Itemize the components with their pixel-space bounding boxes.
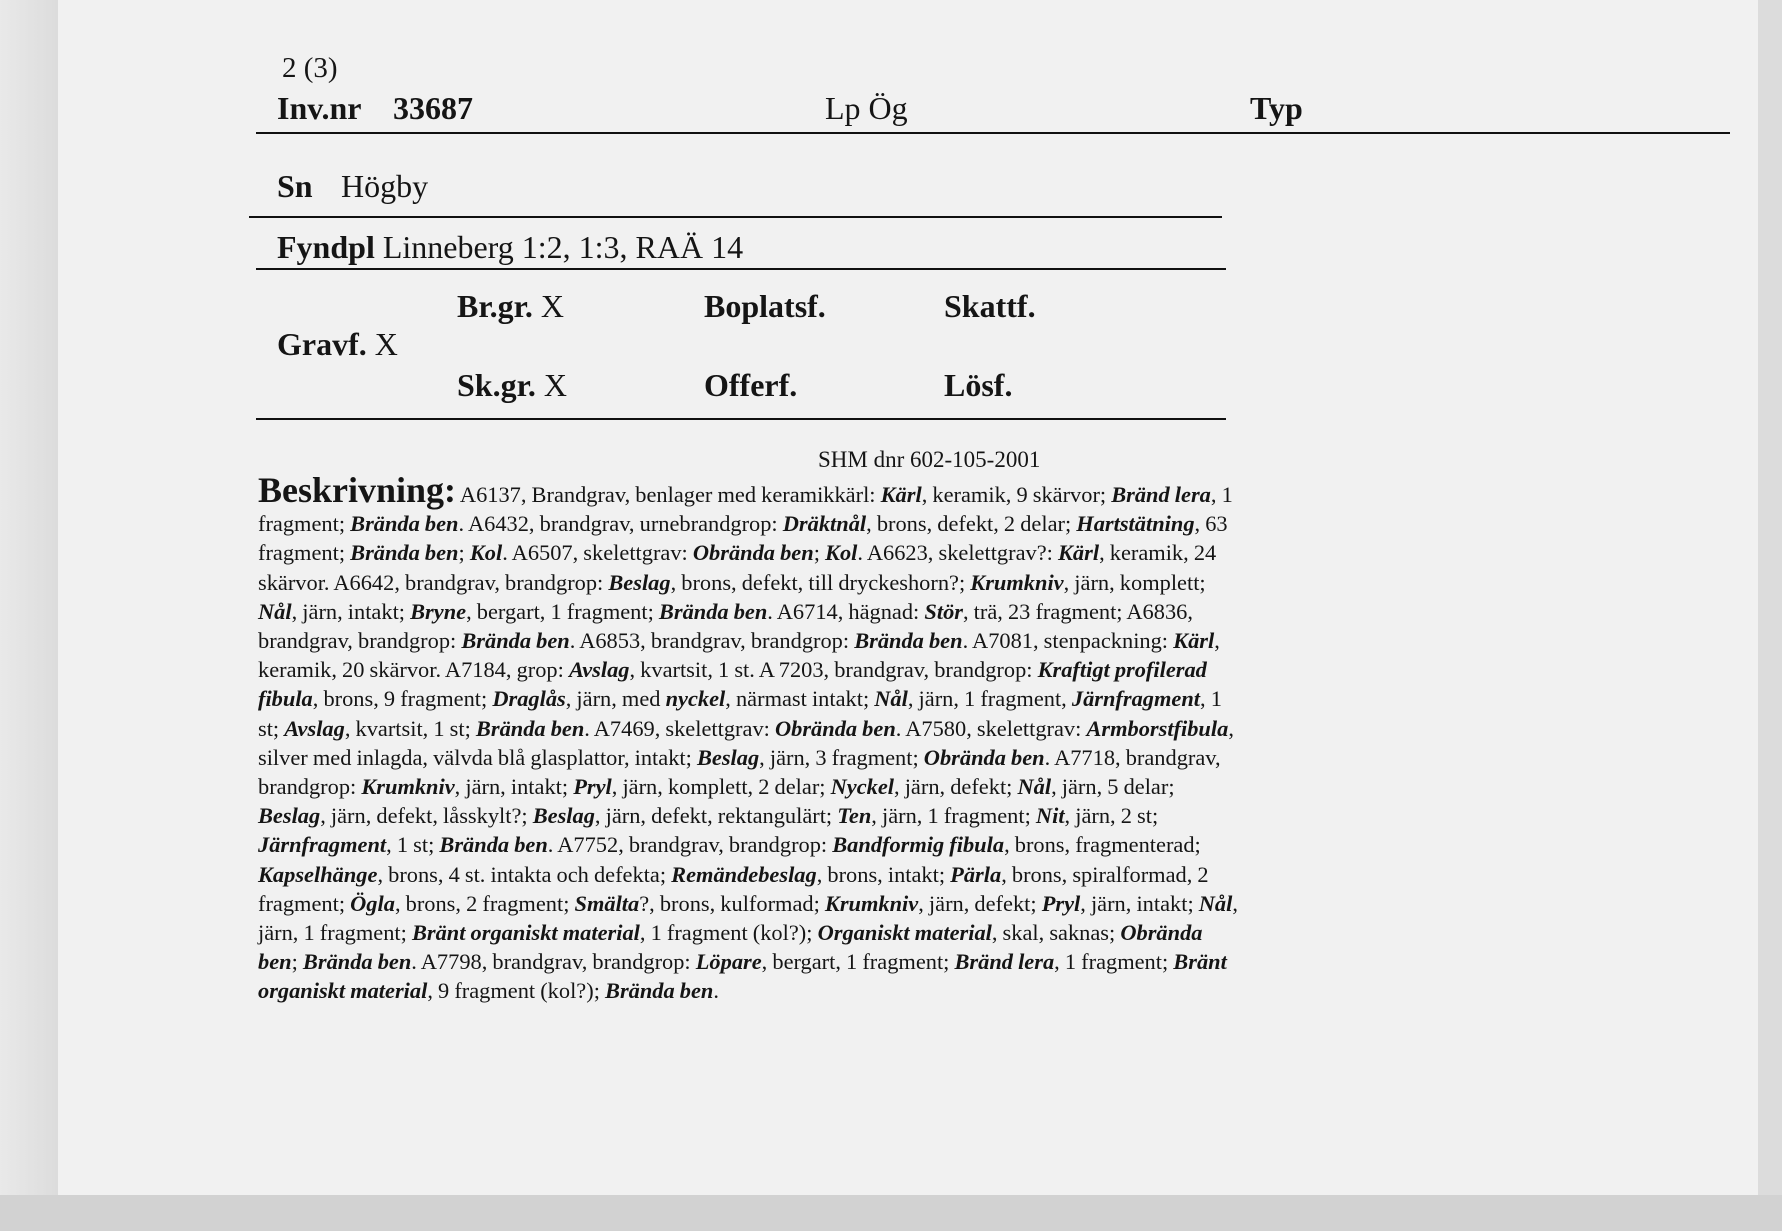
fyndpl-value: Linneberg 1:2, 1:3, RAÄ 14 — [382, 229, 744, 265]
description-text-segment: A6137, Brandgrav, benlager med keramikkärl: — [456, 482, 881, 507]
inv-nr-value: 33687 — [393, 90, 473, 126]
description-text-segment: . A6507, skelettgrav: — [502, 540, 693, 566]
description-item-name: Nål — [258, 598, 292, 624]
description-item-name: Beslag — [696, 744, 760, 770]
description-text-segment: , närmast intakt; — [725, 686, 875, 712]
description-text-segment: , järn, 1 fragment; — [258, 890, 1238, 946]
description-text-segment: , kvartsit, 1 st. A 7203, brandgrav, brandgrop: — [629, 657, 1038, 683]
fyndpl-label: Fyndpl — [277, 229, 375, 265]
find-types-divider — [256, 418, 1226, 420]
description-text-segment: . A7798, brandgrav, brandgrop: — [411, 949, 696, 975]
description-text-segment: . A7469, skelettgrav: — [584, 715, 775, 741]
description-text-segment: , bergart, 1 fragment; — [761, 949, 955, 975]
description-text-segment: , järn, intakt; — [291, 598, 411, 624]
brgr-mark: X — [540, 288, 564, 324]
description-item-name: Bandformig fibula — [832, 832, 1005, 858]
description-text-segment: , järn, defekt, rektangulärt; — [594, 803, 838, 829]
description-item-name: Bränt organiskt material — [258, 949, 1227, 1004]
gravf-label: Gravf. — [277, 326, 367, 362]
description-item-name: Remändebeslag — [671, 861, 817, 887]
description-item-name: Smälta — [574, 890, 640, 916]
description-text-segment: , järn, 3 fragment; — [759, 744, 924, 770]
description-item-name: Kraftigt profilerad fibula — [258, 657, 1207, 712]
description-item-name: Ögla — [350, 890, 395, 916]
description-item-name: Krumkniv — [970, 569, 1064, 595]
description-item-name: nyckel — [665, 686, 726, 712]
description-text-segment: ; — [813, 540, 826, 566]
description-text-segment: , 9 fragment (kol?); — [427, 978, 606, 1004]
description-item-name: Brända ben — [439, 832, 548, 858]
description-text-segment: . A7718, brandgrav, brandgrop: — [258, 744, 1221, 800]
description-item-name: Järnfragment — [1071, 686, 1201, 712]
description-text-segment: , järn, intakt; — [1080, 890, 1199, 916]
description-item-name: Kärl — [1057, 540, 1100, 566]
description-text-segment: , 1 st; — [386, 832, 440, 858]
description-item-name: Pärla — [950, 861, 1002, 887]
description-item-name: Bryne — [410, 598, 467, 624]
description-text-segment: , brons, spiralformad, 2 fragment; — [258, 861, 1209, 916]
description-text-segment: . A6714, hägnad: — [767, 598, 925, 624]
description-item-name: Bränd lera — [954, 949, 1055, 975]
description-text-segment: , brons, 2 fragment; — [394, 890, 575, 916]
description-text-segment: . — [713, 978, 719, 1004]
description-item-name: Stör — [924, 598, 963, 624]
description-text-segment: . A7580, skelettgrav: — [895, 715, 1087, 741]
description-item-name: Järnfragment — [258, 832, 387, 858]
description-item-name: Kärl — [880, 482, 922, 507]
description-item-name: Nit — [1035, 803, 1065, 829]
description-item-name: Armborstfibula — [1086, 715, 1229, 741]
description-item-name: Obrända ben — [692, 540, 814, 566]
description-item-name: Avslag — [284, 715, 345, 741]
description-text-segment: . A6853, brandgrav, brandgrop: — [569, 628, 855, 654]
description-item-name: Brända ben — [658, 598, 768, 624]
description-item-name: Brända ben — [475, 715, 585, 741]
description-text-segment: , järn, komplett; — [1063, 569, 1206, 595]
description-item-name: Nyckel — [830, 774, 895, 800]
description-item-name: Löpare — [695, 949, 762, 975]
description-item-name: Brända ben — [350, 540, 459, 566]
shm-dnr: SHM dnr 602-105-2001 — [818, 447, 1041, 472]
description-text-segment: , 1 fragment; — [1054, 949, 1174, 975]
description-text-segment: , järn, 5 delar; — [1051, 774, 1175, 800]
description-text-segment: , silver med inlagda, välvda blå glasplattor, intakt; — [258, 715, 1234, 770]
description-text-segment: , brons, fragmenterad; — [1004, 832, 1201, 858]
description-item-name: Kärl — [1173, 628, 1215, 654]
description-text-segment: , 63 fragment; — [258, 511, 1228, 566]
description-text-segment: , keramik, 20 skärvor. A7184, grop: — [258, 628, 1220, 683]
description-text-segment: ; — [291, 949, 303, 975]
description-text-segment: , bergart, 1 fragment; — [466, 598, 659, 624]
description-text-segment: , järn, komplett, 2 delar; — [611, 774, 831, 800]
description-item-name: Nål — [1198, 890, 1233, 916]
description-text-segment: ?, brons, kulformad; — [639, 890, 825, 916]
description-text-segment: , kvartsit, 1 st; — [344, 715, 476, 741]
description-item-name: Draglås — [492, 686, 566, 712]
fyndpl-divider — [256, 268, 1226, 270]
description-item-name: Brända ben — [302, 949, 412, 975]
description-label: Beskrivning: — [258, 470, 457, 510]
description-item-name: Brända ben — [350, 511, 459, 537]
skgr-field — [457, 369, 567, 401]
scan-margin-right — [1758, 0, 1782, 1231]
description-item-name: Organiskt material — [817, 920, 992, 946]
sn-label: Sn — [277, 168, 313, 204]
brgr-field — [457, 290, 564, 322]
description-text-segment: , järn, defekt; — [918, 890, 1042, 916]
header-divider — [256, 132, 1730, 134]
scan-margin-left — [0, 0, 58, 1231]
fyndpl-line — [277, 231, 743, 263]
description-text-segment: . A7752, brandgrav, brandgrop: — [547, 832, 833, 858]
description-text-segment: , järn, 1 fragment; — [871, 803, 1036, 829]
description-text-segment: ; — [458, 540, 470, 566]
description-text-segment: , brons, 4 st. intakta och defekta; — [377, 861, 672, 887]
description-text-segment: , 1 fragment; — [258, 482, 1233, 537]
description-item-name: Avslag — [568, 657, 630, 683]
description-item-name: Obrända ben — [774, 715, 896, 741]
description-text-segment: , brons, defekt, 2 delar; — [866, 511, 1077, 537]
description-text-segment: . A7081, stenpackning: — [962, 628, 1174, 654]
sn-divider — [249, 216, 1222, 218]
description-item-name: Beslag — [532, 803, 595, 829]
description-text-segment: , keramik, 24 skärvor. A6642, brandgrav, brandgrop: — [258, 540, 1217, 595]
description-text-segment: , järn, intakt; — [454, 774, 574, 800]
brgr-label: Br.gr. — [457, 288, 533, 324]
description-text-segment: , brons, 9 fragment; — [312, 686, 493, 712]
description-item-name: Kol — [825, 540, 858, 566]
description-item-name: Kapselhänge — [258, 861, 378, 887]
description-item-name: Krumkniv — [824, 890, 919, 916]
description-text-segment: . A6623, skelettgrav?: — [857, 540, 1058, 566]
description-text-segment: , brons, intakt; — [816, 861, 951, 887]
description-text-segment: , trä, 23 fragment; A6836, brandgrav, brandgrop: — [258, 598, 1193, 654]
description-text-segment: , järn, med — [565, 686, 666, 712]
description-item-name: Hartstätning — [1076, 511, 1195, 537]
inv-nr-label: Inv.nr — [277, 90, 362, 126]
description-text-segment: , brons, defekt, till dryckeshorn?; — [670, 569, 971, 595]
description-text-segment: , järn, defekt, låsskylt?; — [320, 803, 533, 829]
description-item-name: Obrända ben — [923, 744, 1045, 770]
description-text-segment: , järn, 2 st; — [1064, 803, 1159, 829]
description-item-name: Bränd lera — [1111, 482, 1211, 507]
description-text-segment: , järn, 1 fragment, — [907, 686, 1072, 712]
offerf-label: Offerf. — [704, 367, 798, 403]
lp-label: Lp Ög — [825, 90, 908, 126]
boplatsf-label: Boplatsf. — [704, 288, 826, 324]
description-item-name: Beslag — [258, 803, 321, 829]
gravf-mark: X — [374, 326, 398, 362]
description-text-segment: , 1 fragment (kol?); — [639, 920, 818, 946]
description-item-name: Nål — [1017, 774, 1052, 800]
description-text-segment: , keramik, 9 skärvor; — [921, 482, 1112, 507]
description-item-name: Ten — [837, 803, 872, 829]
typ-label: Typ — [1250, 90, 1303, 126]
description-item-name: Nål — [874, 686, 908, 712]
skgr-label: Sk.gr. — [457, 367, 536, 403]
description-text-segment: , skal, saknas; — [991, 920, 1121, 946]
description-text-segment: , 1 st; — [258, 686, 1222, 741]
description-item-name: Brända ben — [854, 628, 963, 654]
description-item-name: Brända ben — [461, 628, 570, 654]
description-item-name: Beslag — [608, 569, 671, 595]
description-text-segment: . A6432, brandgrav, urnebrandgrop: — [458, 511, 783, 537]
losf-label: Lösf. — [944, 367, 1013, 403]
description-item-name: Pryl — [573, 774, 612, 800]
description-text — [258, 482, 1238, 1003]
sn-value: Högby — [341, 168, 429, 204]
description-block — [258, 470, 1238, 1006]
scan-margin-bottom — [0, 1195, 1782, 1231]
description-text-segment: , järn, defekt; — [894, 774, 1018, 800]
page-number: 2 (3) — [282, 52, 338, 84]
description-item-name: Krumkniv — [361, 774, 455, 800]
skgr-mark: X — [543, 367, 567, 403]
description-item-name: Obrända ben — [258, 920, 1203, 975]
skattf-label: Skattf. — [944, 288, 1036, 324]
description-item-name: Brända ben — [605, 978, 714, 1004]
gravf-field — [277, 328, 398, 360]
description-item-name: Dräktnål — [782, 511, 867, 537]
description-item-name: Kol — [469, 540, 503, 566]
description-item-name: Pryl — [1041, 890, 1081, 916]
description-item-name: Bränt organiskt material — [411, 920, 640, 946]
